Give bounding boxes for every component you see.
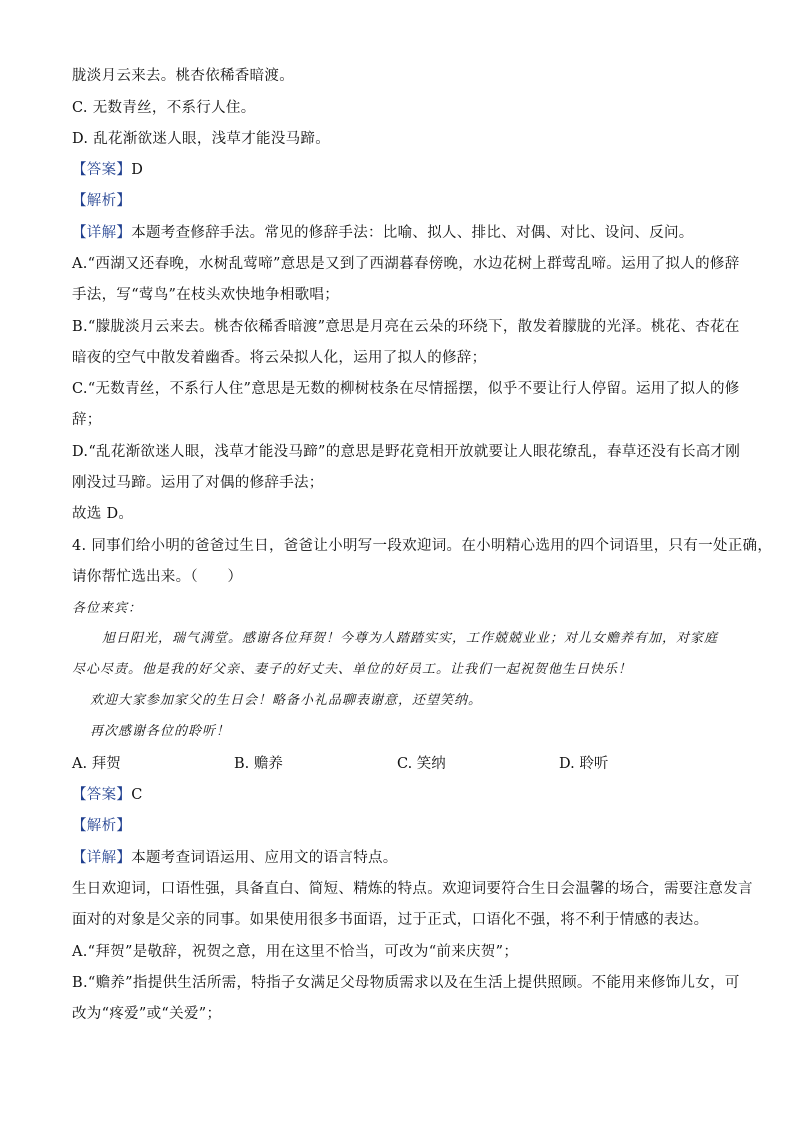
answer-tag: 【答案】 <box>72 787 132 803</box>
answer-line <box>72 160 143 180</box>
text-line: 手法，写“莺鸟”在枝头欢快地争相歌唱； <box>72 287 340 303</box>
text-line: B.“朦胧淡月云来去。桃杏依稀香暗渡”意思是月亮在云朵的环绕下，散发着朦胧的光泽。桃花、杏花在 <box>72 319 740 335</box>
answer-value: D <box>131 162 144 178</box>
text-line: 暗夜的空气中散发着幽香。将云朵拟人化，运用了拟人的修辞； <box>72 350 487 366</box>
text-line: A.“拜贺”是敬辞，祝贺之意，用在这里不恰当，可改为“前来庆贺”； <box>72 944 519 960</box>
text-line: 生日欢迎词，口语性强，具备直白、简短、精炼的特点。欢迎词要符合生日会温馨的场合，需要注意发言 <box>72 881 753 897</box>
passage-line: 尽心尽责。他是我的好父亲、妻子的好丈夫、单位的好员工。让我们一起祝贺他生日快乐！ <box>72 662 633 677</box>
detail-tag: 【详解】 <box>72 850 132 866</box>
detail-line <box>72 223 694 243</box>
passage-line: 欢迎大家参加家父的生日会！略备小礼品聊表谢意，还望笑纳。 <box>90 693 483 708</box>
detail-text: 本题考查词语运用、应用文的语言特点。 <box>131 850 398 866</box>
choice-d: D. 聆听 <box>559 756 609 772</box>
choice-c: C. 笑纳 <box>397 756 446 772</box>
text-line: B.“赡养”指提供生活所需，特指子女满足父母物质需求以及在生活上提供照顾。不能用来修饰儿女，可 <box>72 975 740 991</box>
passage-line: 再次感谢各位的聆听！ <box>90 724 231 739</box>
text-line: 刚没过马蹄。运用了对偶的修辞手法； <box>72 475 324 491</box>
passage-line: 旭日阳光，瑞气满堂。感谢各位拜贺！今尊为人踏踏实实，工作兢兢业业；对儿女赡养有加，对家庭 <box>102 631 719 646</box>
detail-tag: 【详解】 <box>72 225 132 241</box>
answer-value: C <box>131 787 143 803</box>
text-line: A.“西湖又还春晚，水树乱莺啼”意思是又到了西湖暮春傍晚，水边花树上群莺乱啼。运用了拟人的修辞 <box>72 256 740 272</box>
option-c: C. 无数青丝，不系行人住。 <box>72 100 256 116</box>
text-line: C.“无数青丝，不系行人住”意思是无数的柳树枝条在尽情摇摆，似乎不要让行人停留。运用了拟人的修 <box>72 381 740 397</box>
choice-b: B. 赡养 <box>234 756 283 772</box>
analysis-tag: 【解析】 <box>72 193 132 209</box>
option-d: D. 乱花渐欲迷人眼，浅草才能没马蹄。 <box>72 131 331 147</box>
text-line: D.“乱花渐欲迷人眼，浅草才能没马蹄”的意思是野花竟相开放就要让人眼花缭乱，春草还没有长高才刚 <box>72 444 741 460</box>
question-4-stem: 4. 同事们给小明的爸爸过生日，爸爸让小明写一段欢迎词。在小明精心选用的四个词语里，只有一处正确， <box>72 538 773 554</box>
text-line: 改为“疼爱”或“关爱”； <box>72 1006 222 1022</box>
detail-line <box>72 848 398 868</box>
text-line: 故选 D。 <box>72 506 134 522</box>
text-line: 辞； <box>72 412 102 428</box>
analysis-tag: 【解析】 <box>72 818 132 834</box>
text-line: 胧淡月云来去。桃杏依稀香暗渡。 <box>72 68 294 84</box>
detail-text: 本题考查修辞手法。常见的修辞手法：比喻、拟人、排比、对偶、对比、设问、反问。 <box>131 225 694 241</box>
choice-a: A. 拜贺 <box>72 756 121 772</box>
passage-greeting: 各位来宾： <box>72 601 143 616</box>
answer-tag: 【答案】 <box>72 162 132 178</box>
question-4-stem: 请你帮忙选出来。（ ） <box>72 569 243 585</box>
text-line: 面对的对象是父亲的同事。如果使用很多书面语，过于正式，口语化不强，将不利于情感的表达。 <box>72 912 709 928</box>
answer-line <box>72 785 143 805</box>
